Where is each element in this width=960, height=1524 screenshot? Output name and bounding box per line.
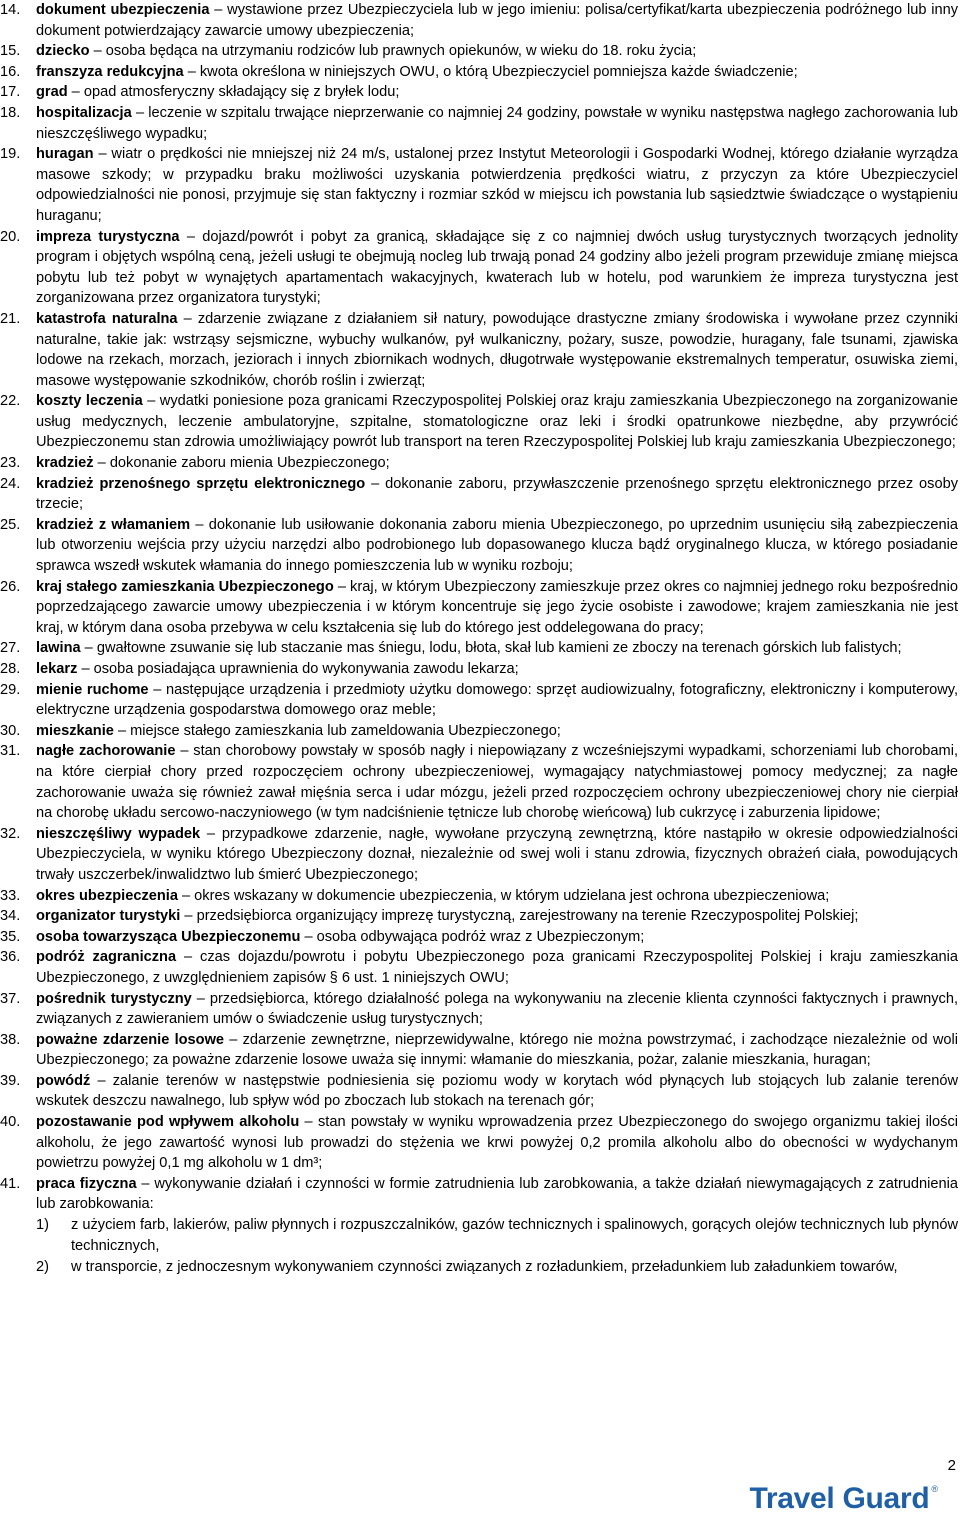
definition-item [0,1112,958,1174]
item-number: 39. [0,1072,21,1089]
item-number: 41. [0,1175,21,1192]
item-body [36,886,958,907]
item-number: 29. [0,681,21,698]
definition-text: – wykonywanie działań i czynności w formie zatrudnienia lub zarobkowania, a także działań niewymagających z zatrudnienia lub zarobkowania: [36,1175,958,1213]
item-body [36,577,958,639]
item-number: 16. [0,63,21,80]
definition-item [0,103,958,144]
item-body [36,41,958,62]
defined-term: nagłe zachorowanie [36,743,176,760]
defined-term: grad [36,84,68,101]
item-body [36,1071,958,1112]
definition-text: – opad atmosferyczny składający się z bryłek lodu; [67,84,400,101]
item-body [36,680,958,721]
item-body [36,515,958,577]
definition-text: – dokonanie zaboru mienia Ubezpieczonego; [93,455,390,472]
item-body [36,0,958,41]
defined-term: mieszkanie [36,722,114,739]
page-number: 2 [947,1457,956,1474]
defined-term: poważne zdarzenie losowe [36,1031,225,1048]
definition-text: – dokonanie zaboru, przywłaszczenie przenośnego sprzętu elektronicznego przez osoby trzecie; [36,475,958,513]
item-body [36,144,958,226]
item-number: 25. [0,516,21,533]
item-number: 27. [0,640,21,657]
defined-term: lawina [36,640,81,657]
definition-item [0,824,958,886]
definition-item [0,82,958,103]
item-body [36,741,958,823]
item-number: 14. [0,2,21,18]
defined-term: powódź [36,1072,91,1089]
item-number: 17. [0,84,21,101]
definition-item [0,906,958,927]
definition-text: – przypadkowe zdarzenie, nagłe, wywołane przyczyną zewnętrzną, które nastąpiło w okresie odpowiedzialności Ubezpieczyciela, w wyniku którego Ubezpieczony doznał, niezależnie od swej woli i stanu zdrowia, fizycznych obrażeń ciała, powodujących trwały uszczerbek/inwalidztwo lub śmierć Ubezpieczonego; [36,825,958,883]
definition-item [0,947,958,988]
definition-text: – następujące urządzenia i przedmioty użytku domowego: sprzęt audiowizualny, fotograficzny, elektroniczny i komputerowy, elektryczne urządzenia gospodarstwa domowego oraz meble; [36,681,958,719]
sub-item-number: 1) [36,1217,49,1234]
definition-text: – okres wskazany w dokumencie ubezpieczenia, w którym udzielana jest ochrona ubezpieczeniowa; [177,887,830,904]
definition-text: – stan chorobowy powstały w sposób nagły i niepowiązany z wcześniejszymi wypadkami, schorzeniami lub chorobami, na które cierpiał chory przed rozpoczęciem ochrony ubezpieczeniowej, wymagający natychmiastowej pomocy medycznej; za nagłe zachorowanie uważa się również zawał mięśnia serca i udar mózgu, jeżeli przed rozpoczęciem ochrony ubezpieczeniowej chory nie cierpiał na chorobę układu sercowo-naczyniowego (w tym nadciśnienie tętnicze lub chorobę wieńcową) lub cukrzycę i zaburzenia lipidowe; [36,743,958,822]
definition-text: – miejsce stałego zamieszkania lub zameldowania Ubezpieczonego; [113,722,561,739]
definition-item [0,721,958,742]
item-number: 31. [0,743,21,760]
definition-text: – osoba będąca na utrzymaniu rodziców lub prawnych opiekunów, w wieku do 18. roku życia; [89,43,697,60]
defined-term: huragan [36,146,94,163]
item-body [36,474,958,515]
definition-item [0,453,958,474]
definition-item [0,391,958,453]
item-number: 23. [0,455,21,472]
definition-text: – dokonanie lub usiłowanie dokonania zaboru mienia Ubezpieczonego, po uprzednim usunięciu siłą zabezpieczenia lub otworzeniu wejścia przy użyciu narzędzi albo podrobionego lub dopasowanego klucza bądź oryginalnego klucza, w którego posiadanie sprawca wszedł wskutek włamania do innego pomieszczenia lub w wyniku rozboju; [36,516,958,575]
item-body [36,824,958,886]
item-body [36,453,958,474]
definition-item [0,474,958,515]
item-body [36,1174,958,1215]
definition-text: – zalanie terenów w następstwie podniesienia się poziomu wody w korytach wód płynących lub stojących lub zalanie terenów wskutek deszczu nawalnego, lub spływ wód po zboczach lub stokach na terenach gór; [36,1072,958,1110]
definition-text: – osoba odbywająca podróż wraz z Ubezpieczonym; [300,928,645,945]
item-body [36,721,958,742]
item-body [36,227,958,309]
defined-term: koszty leczenia [36,393,143,410]
item-number: 24. [0,475,21,492]
defined-term: katastrofa naturalna [36,310,178,327]
definition-text: – zdarzenie związane z działaniem sił natury, powodujące drastyczne zmiany środowiska i wywołane przez czynniki naturalne, takie jak: wstrząsy sejsmiczne, wybuchy wulkanów, pył wulkaniczny, pożary, susze, powodzie, huragany, fale tsunami, zjawiska lodowe na rzekach, morzach, jeziorach i innych zbiornikach wodnych, długotrwałe występowanie ekstremalnych temperatur, osuwiska ziemi, masowe występowanie szkodników, chorób roślin i zwierząt; [36,310,958,389]
defined-term: kraj stałego zamieszkania Ubezpieczonego [36,578,334,595]
item-number: 30. [0,722,21,739]
item-body [36,1030,958,1071]
definition-text: – dojazd/powrót i pobyt za granicą, składające się z co najmniej dwóch usług turystycznych tworzących jednolity program i objętych wspólną ceną, jeżeli usługi te obejmują nocleg lub trwają ponad 24 godziny albo jeżeli program przewiduje zmianę miejsca pobytu lub też pobyt w wynajętych apartamentach wakacyjnych, kwaterach lub w hotelu, pod warunkiem że impreza turystyczna jest zorganizowana przez organizatora turystyki; [36,228,958,307]
item-number: 28. [0,661,21,677]
defined-term: kradzież [36,455,94,472]
definition-item [0,741,958,823]
defined-term: pośrednik turystyczny [36,990,192,1007]
defined-term: kradzież przenośnego sprzętu elektronicznego [36,475,366,492]
definition-item [0,144,958,226]
defined-term: podróż zagraniczna [36,949,177,966]
item-body [36,391,958,453]
item-body [36,103,958,144]
defined-term: nieszczęśliwy wypadek [36,825,201,842]
item-number: 34. [0,908,21,925]
item-body [36,638,958,659]
sub-item [36,1257,958,1278]
item-number: 40. [0,1114,21,1131]
travel-guard-logo [750,1482,938,1516]
item-number: 15. [0,43,21,60]
defined-term: okres ubezpieczenia [36,887,178,904]
item-body [36,62,958,83]
definition-text: – leczenie w szpitalu trwające nieprzerwanie co najmniej 24 godziny, powstałe w wyniku następstwa nagłego zachorowania lub nieszczęśliwego wypadku; [36,104,958,142]
defined-term: dziecko [36,43,90,60]
definition-item [0,886,958,907]
logo-text: Travel Guard [749,1482,930,1515]
item-number: 26. [0,578,21,595]
defined-term: dokument ubezpieczenia [36,2,210,18]
item-number: 18. [0,104,21,121]
definition-text: – przedsiębiorca, którego działalność polega na wykonywaniu na zlecenie klienta czynności faktycznych i prawnych, związanych z zawieraniem umów o świadczenie usług turystycznych; [36,990,958,1028]
definition-text: – przedsiębiorca organizujący imprezę turystyczną, zarejestrowany na terenie Rzeczypospolitej Polskiej; [180,908,859,925]
definition-text: – zdarzenie zewnętrzne, nieprzewidywalne, którego nie można powstrzymać, i zachodzące niezależnie od woli Ubezpieczonego; za poważne zdarzenie losowe uważa się innymi: włamanie do mieszkania, pożar, zalanie mieszkania, huragan; [36,1031,958,1069]
definition-item [0,577,958,639]
defined-term: lekarz [36,661,78,677]
item-body [36,659,958,680]
definition-text: – kraj, w którym Ubezpieczony zamieszkuje przez okres co najmniej jednego roku bezpośrednio poprzedzającego zawarcie umowy ubezpieczenia i w którym koncentruje się jego życie osobiste i zawodowe; krajem zamieszkania nie jest kraj, w którym dana osoba przebywa w celu kształcenia się lub do którego jest oddelegowana do pracy; [36,578,958,636]
defined-term: kradzież z włamaniem [36,516,191,533]
item-number: 20. [0,228,21,245]
sub-item-text: w transporcie, z jednoczesnym wykonywaniem czynności związanych z rozładunkiem, przeładunkiem lub załadunkiem towarów, [71,1259,898,1276]
definition-text: – wiatr o prędkości nie mniejszej niż 24 m/s, ustalonej przez Instytut Meteorologii i Gospodarki Wodnej, którego działanie wyrządza masowe szkody; w przypadku braku możliwości uzyskania potwierdzenia prędkości wiatru, z przyczyn za które Ubezpieczyciel odpowiedzialności nie ponosi, przyjmuje się stan faktyczny i rozmiar szkód w miejscu ich powstania lub sąsiedztwie świadczące o wystąpieniu huraganu; [36,146,958,224]
sub-item-text: z użyciem farb, lakierów, paliw płynnych i rozpuszczalników, gazów technicznych i spalinowych, gorących olejów technicznych lub płynów technicznych, [71,1217,958,1254]
definition-item [0,1174,958,1215]
definition-item [0,309,958,391]
item-number: 22. [0,393,21,410]
item-number: 21. [0,310,21,327]
definition-text: – czas dojazdu/powrotu i pobytu Ubezpieczonego poza granicami Rzeczypospolitej Polskiej i kraju zamieszkania Ubezpieczonego, z uwzględnieniem zapisów § 6 ust. 1 niniejszych OWU; [36,949,958,986]
definition-text: – stan powstały w wyniku wprowadzenia przez Ubezpieczonego do swojego organizmu takiej ilości alkoholu, że jego zawartość wynosi lub prowadzi do stężenia we krwi powyżej 0,2 promila alkoholu albo do obecności w wydychanym powietrzu powyżej 0,1 mg alkoholu w 1 dm³; [36,1114,959,1172]
defined-term: hospitalizacja [36,104,132,121]
item-number: 38. [0,1031,21,1048]
defined-term: osoba towarzysząca Ubezpieczonemu [36,928,301,945]
defined-term: franszyza redukcyjna [36,63,184,80]
definition-text: – kwota określona w niniejszych OWU, o którą Ubezpieczyciel pomniejsza każde świadczenie; [183,63,798,80]
definition-item [0,0,958,41]
definition-item [0,927,958,948]
definition-item [0,41,958,62]
defined-term: pozostawanie pod wpływem alkoholu [36,1114,300,1131]
definition-item [0,1030,958,1071]
registered-mark: ® [931,1484,938,1494]
definition-item [0,989,958,1030]
definition-text: – wydatki poniesione poza granicami Rzeczypospolitej Polskiej oraz kraju zamieszkania Ubezpieczonego na zorganizowanie usług medycznych, leczenie ambulatoryjne, szpitalne, stomatologiczne oraz leki i środki opatrunkowe niezbędne, aby przywrócić Ubezpieczonemu stan zdrowia umożliwiający powrót lub transport na teren Rzeczypospolitej Polskiej lub kraju zamieszkania Ubezpieczonego; [36,393,958,451]
definition-item [0,680,958,721]
item-number: 32. [0,825,21,842]
defined-term: impreza turystyczna [36,228,180,245]
definition-text: – gwałtowne zsuwanie się lub staczanie mas śniegu, lodu, błota, skał lub kamieni ze zboczy na terenach górskich lub falistych; [80,640,902,657]
sub-item-number: 2) [36,1259,49,1276]
definition-item [0,62,958,83]
definition-item [0,1071,958,1112]
definition-text: – wystawione przez Ubezpieczyciela lub w jego imieniu: polisa/certyfikat/karta ubezpieczenia podróżnego lub inny dokument potwierdzający zawarcie umowy ubezpieczenia; [36,2,958,39]
definition-item [0,515,958,577]
item-body [36,1112,958,1174]
item-body [36,989,958,1030]
item-number: 36. [0,949,21,966]
definition-item [0,227,958,309]
defined-term: organizator turystyki [36,908,181,925]
defined-term: mienie ruchome [36,681,149,698]
item-body [36,947,958,988]
item-body [36,309,958,391]
definition-text: – osoba posiadająca uprawnienia do wykonywania zawodu lekarza; [77,661,519,677]
item-body [36,82,958,103]
sub-item [36,1215,958,1256]
definition-item [0,638,958,659]
item-body [36,927,958,948]
item-number: 19. [0,146,21,163]
item-number: 35. [0,928,21,945]
item-number: 37. [0,990,21,1007]
definition-item [0,659,958,680]
item-body [36,906,958,927]
defined-term: praca fizyczna [36,1175,137,1192]
item-number: 33. [0,887,21,904]
